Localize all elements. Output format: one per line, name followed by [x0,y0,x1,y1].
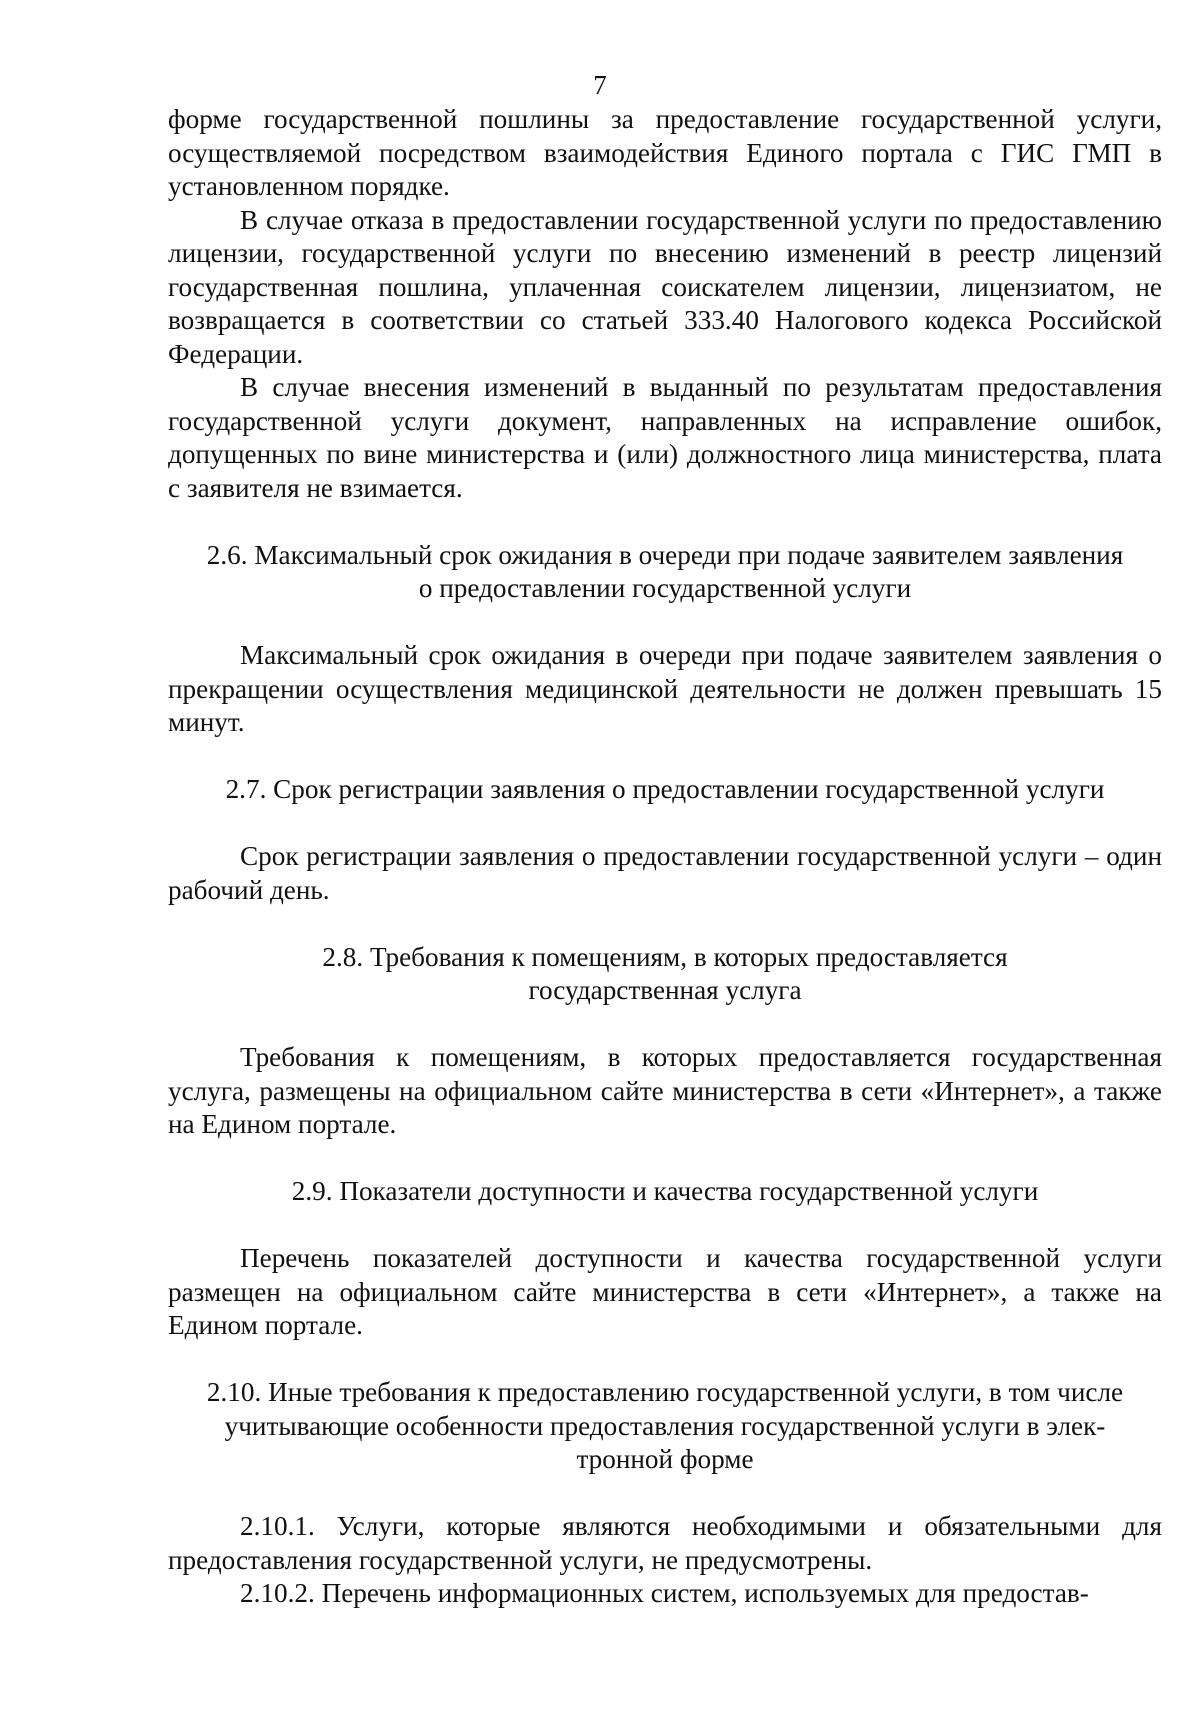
section-heading-line: тронной форме [576,1444,754,1474]
section-heading-line: 2.10. Иные требования к предоставлению государственной услуги, в том числе [206,1377,1124,1407]
spacer [168,740,1162,774]
paragraph: В случае внесения изменений в выданный по результатам предоставления государственной услуги документ, направленных на исправление ошибок, допущенных по вине министерства и (или) должностного лица министерства, плата с заявителя не взимается. [168,372,1162,503]
section-heading-line: государственная услуга [528,975,802,1005]
spacer [168,1209,1162,1243]
section-heading-2-9 [168,1175,1162,1209]
paragraph: В случае отказа в предоставлении государственной услуги по предоставлению лицензии, государственной услуги по внесению изменений в реестр лицензий государственная пошлина, уплаченная соискателем лицензии, лицензиатом, не возвращается в соответствии со статьей 333.40 Налогового кодекса Российской Федерации. [168,204,1162,369]
paragraph: 2.10.2. Перечень информационных систем, используемых для предостав- [240,1578,1089,1608]
document-body [168,103,1162,1611]
paragraph: Срок регистрации заявления о предоставлении государственной услуги – один рабочий день. [168,841,1162,905]
section-heading-line: 2.8. Требования к помещениям, в которых предоставляется [322,941,1008,972]
section-heading-line: 2.9. Показатели доступности и качества государственной услуги [291,1176,1039,1206]
section-heading-line: учитывающие особенности предоставления государственной услуги в элек- [224,1410,1106,1441]
page-number: 7 [593,70,607,100]
section-heading-line: 2.7. Срок регистрации заявления о предоставлении государственной услуги [225,774,1105,804]
spacer [168,505,1162,539]
spacer [168,1008,1162,1042]
section-heading-2-7 [168,773,1162,807]
paragraph: Максимальный срок ожидания в очереди при подаче заявителем заявления о прекращении осуществления медицинской деятельности не должен превышать 15 минут. [168,640,1162,737]
section-heading-2-6 [168,539,1162,606]
spacer [168,606,1162,640]
paragraph: Требования к помещениям, в которых предоставляется государственная услуга, размещены на официальном сайте министерства в сети «Интернет», а также на Едином портале. [168,1042,1162,1139]
paragraph: 2.10.1. Услуги, которые являются необходимыми и обязательными для предоставления государственной услуги, не предусмотрены. [168,1511,1162,1575]
section-heading-line: 2.6. Максимальный срок ожидания в очереди при подаче заявителем заявления [206,539,1124,570]
section-heading-2-8 [168,941,1162,1008]
spacer [168,1142,1162,1176]
paragraph: форме государственной пошлины за предоставление государственной услуги, осуществляемой посредством взаимодействия Единого портала с ГИС ГМП в установленном порядке. [168,104,1162,201]
section-heading-line: о предоставлении государственной услуги [418,573,912,603]
spacer [168,1343,1162,1377]
spacer [168,907,1162,941]
section-heading-2-10 [168,1376,1162,1477]
spacer [168,1477,1162,1511]
paragraph: Перечень показателей доступности и качества государственной услуги размещен на официальном сайте министерства в сети «Интернет», а также на Едином портале. [168,1243,1162,1340]
spacer [168,807,1162,841]
